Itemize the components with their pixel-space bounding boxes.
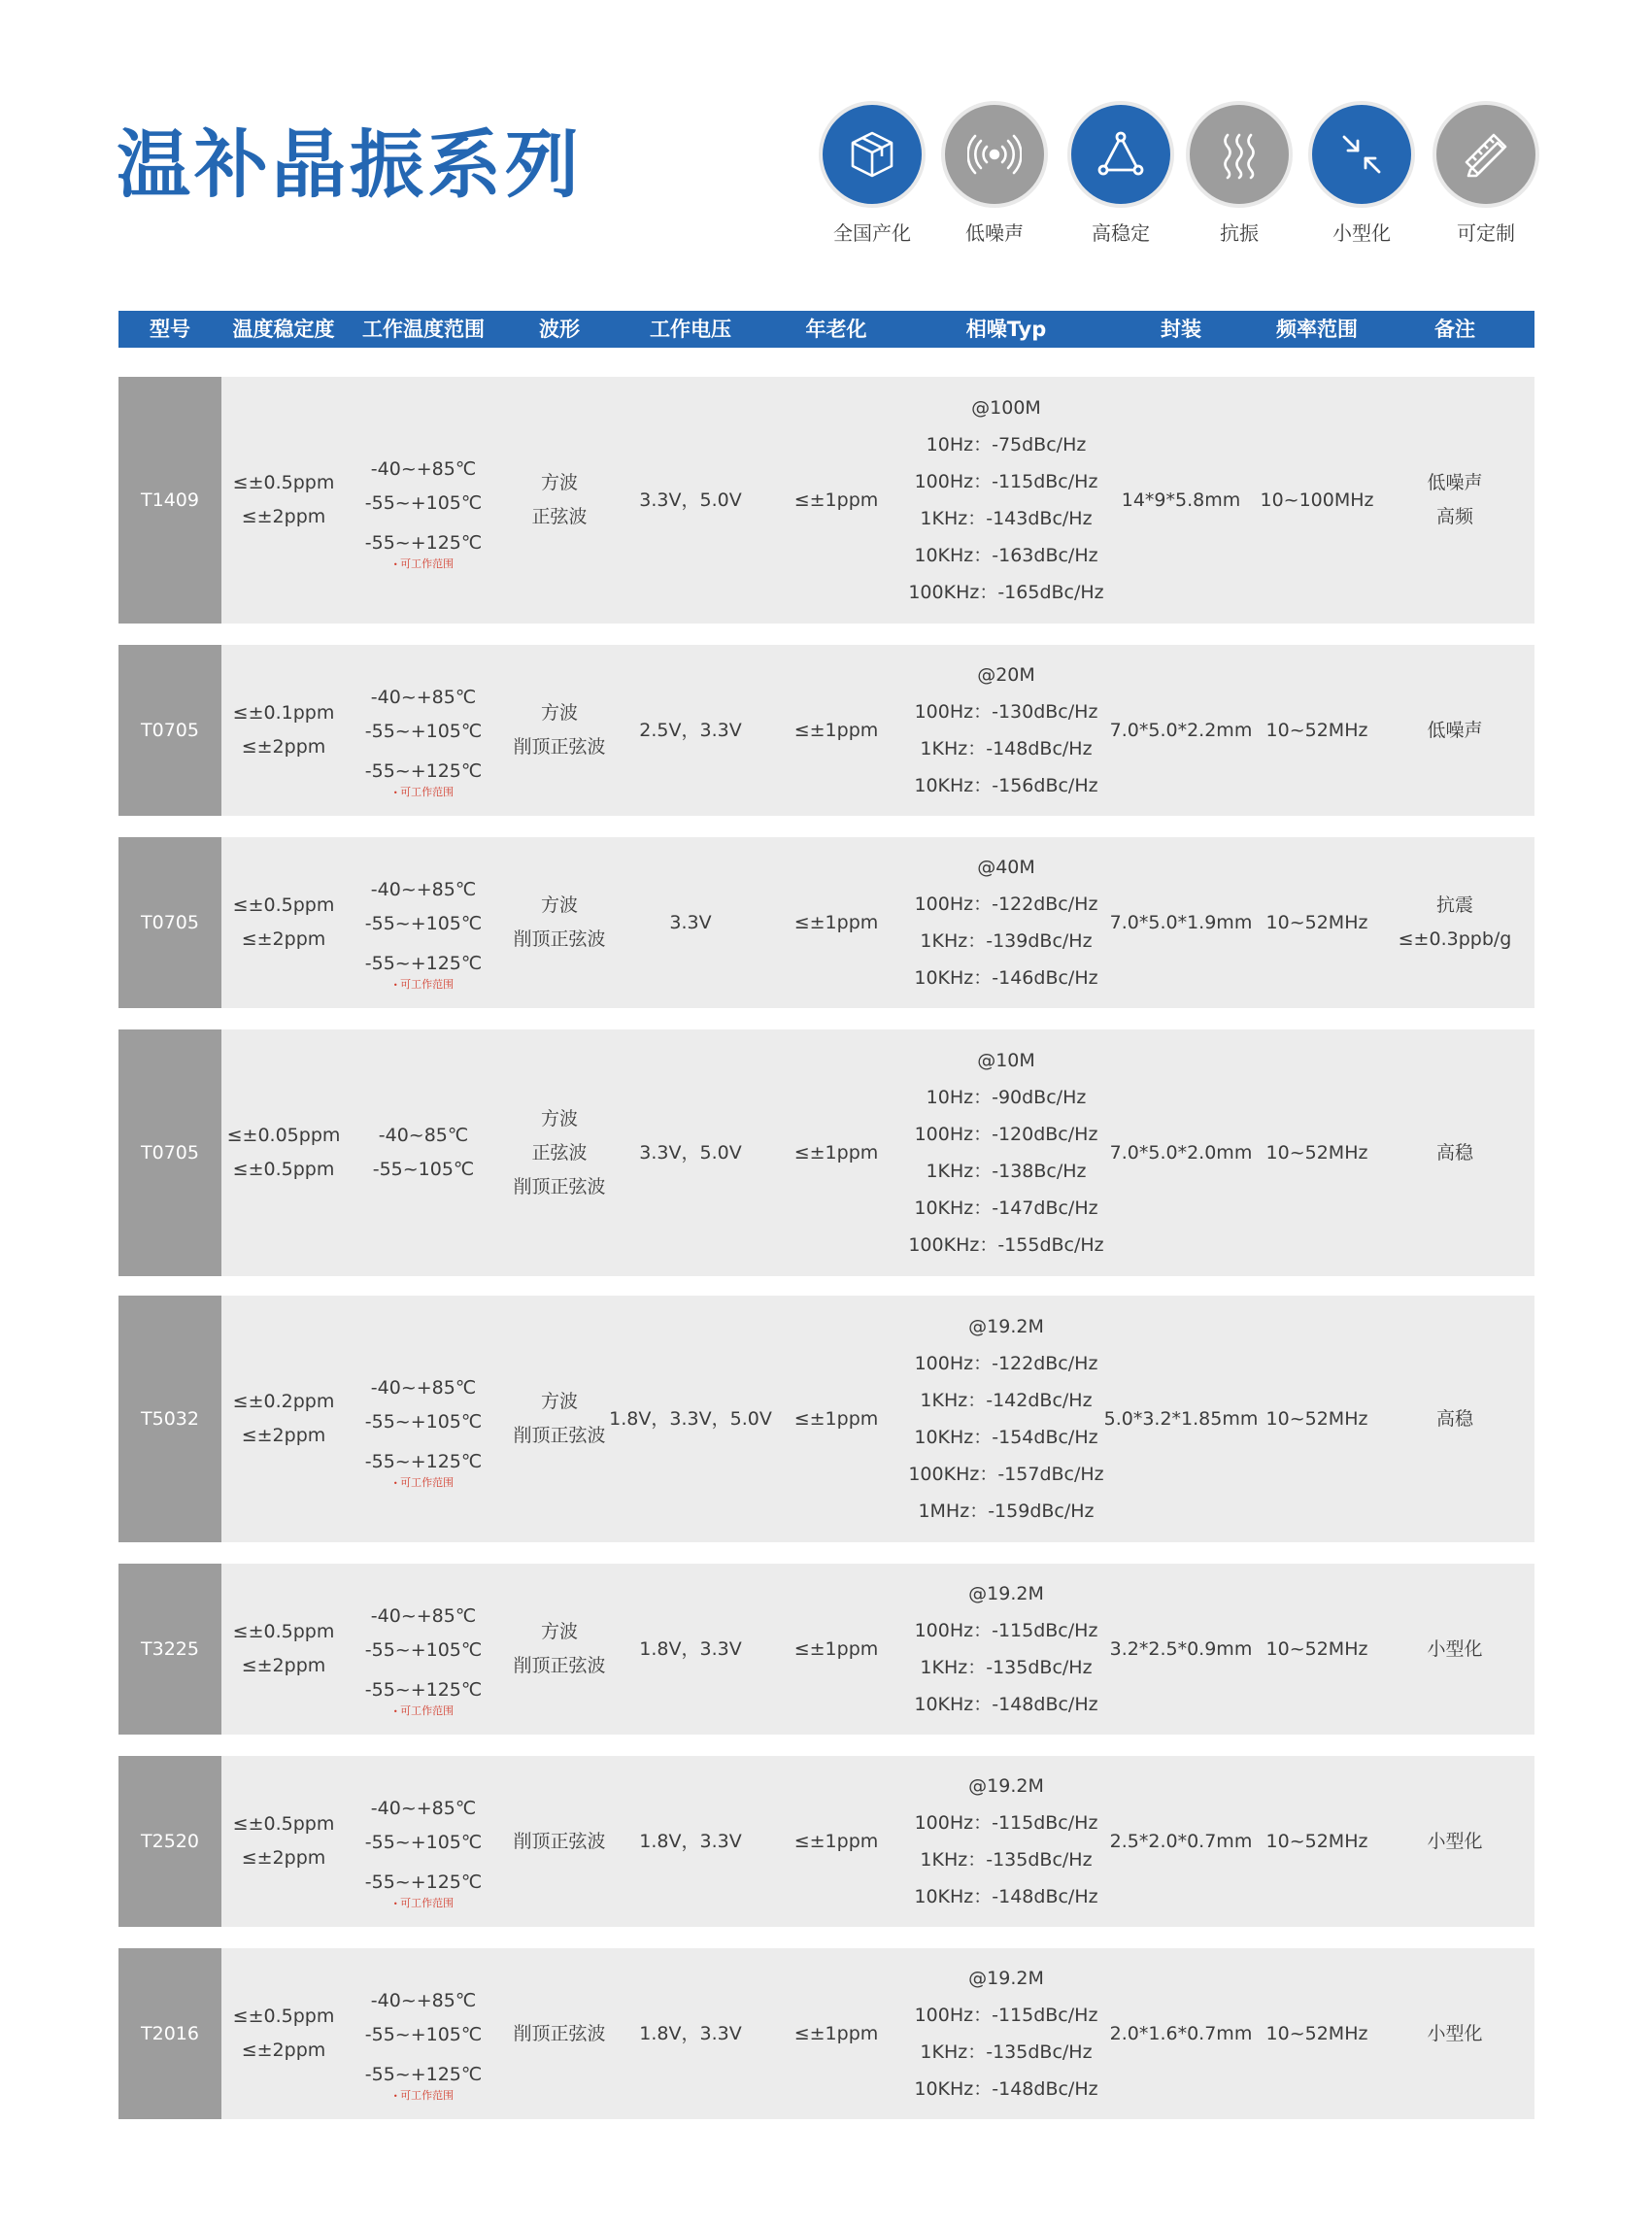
temp-range-cell: -40~+85℃ -55~+105℃ -55~+125℃ • 可工作范围 [346, 1564, 501, 1735]
table-row [118, 377, 1534, 624]
feature-miniaturization [1303, 105, 1420, 246]
package-cell: 7.0*5.0*1.9mm [1109, 911, 1253, 933]
voltage-cell: 3.3V [669, 911, 712, 933]
waveform-cell: 削顶正弦波 [513, 2022, 606, 2044]
model-cell: T5032 [118, 1296, 221, 1542]
feature-label: 抗振 [1220, 221, 1259, 245]
sound-waves-icon [945, 105, 1044, 204]
header-stability: 温度稳定度 [232, 318, 335, 341]
vibration-waves-icon [1190, 105, 1289, 204]
phase-noise-cell: @20M 100Hz：-130dBc/Hz 1KHz：-148dBc/Hz 10KHz：-156dBc/Hz [914, 664, 1098, 796]
header-voltage: 工作电压 [650, 318, 731, 341]
table-row [118, 1564, 1534, 1735]
stability-cell: ≤±0.05ppm ≤±0.5ppm [226, 1125, 341, 1180]
table-header [118, 311, 1534, 348]
package-cell: 5.0*3.2*1.85mm [1103, 1407, 1259, 1430]
package-cell: 2.0*1.6*0.7mm [1109, 2022, 1253, 2044]
freq-cell: 10~52MHz [1265, 1830, 1368, 1852]
remarks-cell: 小型化 [1427, 1830, 1483, 1852]
table-row [118, 1756, 1534, 1927]
temp-range-cell: -40~85℃ -55~105℃ [372, 1125, 475, 1180]
remarks-cell: 高稳 [1435, 1407, 1473, 1430]
operable-range-note: • 可工作范围 [393, 557, 454, 572]
package-cell: 2.5*2.0*0.7mm [1109, 1830, 1253, 1852]
waveform-cell: 方波 削顶正弦波 [513, 1391, 606, 1446]
header-temp-range: 工作温度范围 [362, 318, 485, 341]
remarks-cell: 低噪声 高频 [1427, 472, 1483, 527]
table-row [118, 1029, 1534, 1276]
voltage-cell: 1.8V，3.3V，5.0V [609, 1407, 772, 1430]
aging-cell: ≤±1ppm [793, 911, 879, 933]
model-cell: T1409 [118, 377, 221, 624]
phase-noise-cell: @19.2M 100Hz：-115dBc/Hz 1KHz：-135dBc/Hz 10KHz：-148dBc/Hz [914, 1775, 1098, 1907]
model-cell: T3225 [118, 1564, 221, 1735]
waveform-cell: 方波 正弦波 [531, 472, 588, 527]
package-cell: 14*9*5.8mm [1121, 489, 1241, 511]
temp-range-cell: -40~+85℃ -55~+105℃ -55~+125℃ • 可工作范围 [346, 1948, 501, 2119]
feature-stability [1062, 105, 1179, 246]
operable-range-note: • 可工作范围 [393, 2089, 454, 2104]
aging-cell: ≤±1ppm [793, 1830, 879, 1852]
operable-range-note: • 可工作范围 [393, 978, 454, 993]
freq-cell: 10~100MHz [1260, 489, 1374, 511]
package-cell: 7.0*5.0*2.2mm [1109, 719, 1253, 741]
operable-range-note: • 可工作范围 [393, 1476, 454, 1491]
header-waveform: 波形 [539, 318, 580, 341]
feature-icons [814, 105, 1544, 251]
phase-noise-cell: @100M 10Hz：-75dBc/Hz 100Hz：-115dBc/Hz 1KHz：-143dBc/Hz 10KHz：-163dBc/Hz 100KHz：-165dBc/Hz [908, 397, 1104, 603]
stability-cell: ≤±0.5ppm ≤±2ppm [232, 2006, 335, 2061]
phase-noise-cell: @40M 100Hz：-122dBc/Hz 1KHz：-139dBc/Hz 10KHz：-146dBc/Hz [914, 857, 1098, 989]
operable-range-note: • 可工作范围 [393, 1897, 454, 1911]
header-remarks: 备注 [1434, 318, 1475, 341]
package-cell: 7.0*5.0*2.0mm [1109, 1141, 1253, 1164]
header-freq: 频率范围 [1276, 318, 1358, 341]
aging-cell: ≤±1ppm [793, 1141, 879, 1164]
stability-cell: ≤±0.5ppm ≤±2ppm [232, 472, 335, 527]
remarks-cell: 小型化 [1427, 2022, 1483, 2044]
waveform-cell: 方波 削顶正弦波 [513, 1621, 606, 1676]
freq-cell: 10~52MHz [1265, 2022, 1368, 2044]
voltage-cell: 2.5V，3.3V [639, 719, 742, 741]
temp-range-cell: -40~+85℃ -55~+105℃ -55~+125℃ • 可工作范围 [346, 1296, 501, 1542]
header-model: 型号 [150, 318, 190, 341]
phase-noise-cell: @19.2M 100Hz：-115dBc/Hz 1KHz：-135dBc/Hz 10KHz：-148dBc/Hz [914, 1583, 1098, 1715]
temp-range-cell: -40~+85℃ -55~+105℃ -55~+125℃ • 可工作范围 [346, 837, 501, 1008]
table-row [118, 1948, 1534, 2119]
triangle-nodes-icon [1071, 105, 1170, 204]
remarks-cell: 抗震 ≤±0.3ppb/g [1398, 894, 1512, 950]
waveform-cell: 方波 削顶正弦波 [513, 702, 606, 758]
feature-label: 全国产化 [833, 221, 911, 245]
package-cell: 3.2*2.5*0.9mm [1109, 1637, 1253, 1660]
freq-cell: 10~52MHz [1265, 911, 1368, 933]
header-phase-noise: 相噪Typ [965, 318, 1047, 341]
phase-noise-cell: @10M 10Hz：-90dBc/Hz 100Hz：-120dBc/Hz 1KHz：-138Bc/Hz 10KHz：-147dBc/Hz 100KHz：-155dBc/Hz [908, 1050, 1104, 1256]
voltage-cell: 3.3V，5.0V [639, 489, 742, 511]
freq-cell: 10~52MHz [1265, 1407, 1368, 1430]
feature-label: 高稳定 [1092, 221, 1150, 245]
voltage-cell: 3.3V，5.0V [639, 1141, 742, 1164]
phase-noise-cell: @19.2M 100Hz：-115dBc/Hz 1KHz：-135dBc/Hz 10KHz：-148dBc/Hz [914, 1968, 1098, 2100]
stability-cell: ≤±0.5ppm ≤±2ppm [232, 1813, 335, 1869]
header-aging: 年老化 [805, 318, 867, 341]
voltage-cell: 1.8V，3.3V [639, 1830, 742, 1852]
feature-low-noise [936, 105, 1053, 246]
aging-cell: ≤±1ppm [793, 1407, 879, 1430]
waveform-cell: 方波 削顶正弦波 [513, 894, 606, 950]
operable-range-note: • 可工作范围 [393, 786, 454, 800]
aging-cell: ≤±1ppm [793, 2022, 879, 2044]
stability-cell: ≤±0.1ppm ≤±2ppm [232, 702, 335, 758]
model-cell: T0705 [118, 837, 221, 1008]
freq-cell: 10~52MHz [1265, 1141, 1368, 1164]
aging-cell: ≤±1ppm [793, 489, 879, 511]
table-row [118, 1296, 1534, 1542]
waveform-cell: 削顶正弦波 [513, 1830, 606, 1852]
remarks-cell: 高稳 [1435, 1141, 1473, 1164]
feature-label: 小型化 [1332, 221, 1391, 245]
aging-cell: ≤±1ppm [793, 719, 879, 741]
freq-cell: 10~52MHz [1265, 719, 1368, 741]
stability-cell: ≤±0.5ppm ≤±2ppm [232, 1621, 335, 1676]
temp-range-cell: -40~+85℃ -55~+105℃ -55~+125℃ • 可工作范围 [346, 377, 501, 624]
operable-range-note: • 可工作范围 [393, 1704, 454, 1719]
feature-domestic [814, 105, 930, 246]
voltage-cell: 1.8V，3.3V [639, 1637, 742, 1660]
aging-cell: ≤±1ppm [793, 1637, 879, 1660]
feature-label: 可定制 [1457, 221, 1515, 245]
phase-noise-cell: @19.2M 100Hz：-122dBc/Hz 1KHz：-142dBc/Hz 10KHz：-154dBc/Hz 100KHz：-157dBc/Hz 1MHz：-159dBc/Hz [908, 1316, 1104, 1522]
cube-icon [823, 105, 922, 204]
model-cell: T2016 [118, 1948, 221, 2119]
model-cell: T0705 [118, 1029, 221, 1276]
stability-cell: ≤±0.2ppm ≤±2ppm [232, 1391, 335, 1446]
model-cell: T2520 [118, 1756, 221, 1927]
page-title: 温补晶振系列 [117, 121, 583, 208]
table-row [118, 837, 1534, 1008]
header-package: 封装 [1161, 318, 1201, 341]
stability-cell: ≤±0.5ppm ≤±2ppm [232, 894, 335, 950]
remarks-cell: 低噪声 [1427, 719, 1483, 741]
voltage-cell: 1.8V，3.3V [639, 2022, 742, 2044]
model-cell: T0705 [118, 645, 221, 816]
pencil-ruler-icon [1436, 105, 1535, 204]
remarks-cell: 小型化 [1427, 1637, 1483, 1660]
temp-range-cell: -40~+85℃ -55~+105℃ -55~+125℃ • 可工作范围 [346, 645, 501, 816]
compress-arrows-icon [1312, 105, 1411, 204]
feature-anti-vibration [1181, 105, 1298, 246]
waveform-cell: 方波 正弦波 削顶正弦波 [513, 1107, 606, 1197]
feature-customizable [1428, 105, 1544, 246]
feature-label: 低噪声 [965, 221, 1024, 245]
freq-cell: 10~52MHz [1265, 1637, 1368, 1660]
temp-range-cell: -40~+85℃ -55~+105℃ -55~+125℃ • 可工作范围 [346, 1756, 501, 1927]
table-row [118, 645, 1534, 816]
